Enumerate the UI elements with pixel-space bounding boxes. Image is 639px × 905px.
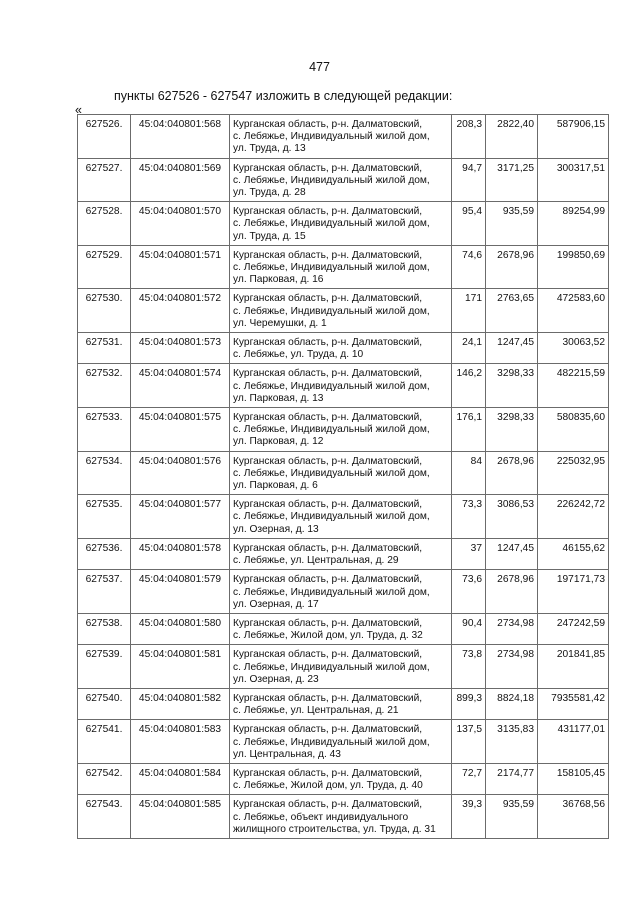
table-row <box>78 158 609 202</box>
area-cell: 84 <box>452 451 486 495</box>
value-cell: 482215,59 <box>538 364 609 408</box>
address-line: Курганская область, р-н. Далматовский, <box>233 455 423 467</box>
address-line: с. Лебяжье, Индивидуальный жилой дом, <box>233 736 430 748</box>
area-cell: 39,3 <box>452 795 486 839</box>
item-number-cell: 627543. <box>78 795 131 839</box>
cadastral-number-cell: 45:04:040801:572 <box>131 289 230 333</box>
rate-cell: 935,59 <box>486 202 538 246</box>
value-cell: 431177,01 <box>538 720 609 764</box>
address-cell <box>230 645 452 689</box>
address-line: ул. Труда, д. 28 <box>233 187 306 199</box>
table-row <box>78 408 609 452</box>
area-cell: 208,3 <box>452 115 486 159</box>
table-row <box>78 538 609 569</box>
address-cell <box>230 538 452 569</box>
opening-quote: « <box>75 103 82 117</box>
cadastral-number-cell: 45:04:040801:571 <box>131 245 230 289</box>
address-line: с. Лебяжье, ул. Труда, д. 10 <box>233 349 364 361</box>
value-cell: 46155,62 <box>538 538 609 569</box>
rate-cell: 1247,45 <box>486 538 538 569</box>
address-line: ул. Озерная, д. 17 <box>233 598 319 610</box>
address-cell <box>230 570 452 614</box>
rate-cell: 3171,25 <box>486 158 538 202</box>
address-line: с. Лебяжье, Индивидуальный жилой дом, <box>233 586 430 598</box>
address-line: с. Лебяжье, ул. Центральная, д. 21 <box>233 705 399 717</box>
table-row <box>78 613 609 644</box>
address-line: Курганская область, р-н. Далматовский, <box>233 767 423 779</box>
address-line: Курганская область, р-н. Далматовский, <box>233 692 423 704</box>
item-number-cell: 627540. <box>78 688 131 719</box>
cadastral-number-cell: 45:04:040801:573 <box>131 333 230 364</box>
intro-text: пункты 627526 - 627547 изложить в следующей редакции: <box>114 89 453 103</box>
address-line: с. Лебяжье, Индивидуальный жилой дом, <box>233 174 430 186</box>
area-cell: 74,6 <box>452 245 486 289</box>
cadastral-number-cell: 45:04:040801:576 <box>131 451 230 495</box>
rate-cell: 8824,18 <box>486 688 538 719</box>
area-cell: 95,4 <box>452 202 486 246</box>
address-line: Курганская область, р-н. Далматовский, <box>233 617 423 629</box>
cadastral-number-cell: 45:04:040801:578 <box>131 538 230 569</box>
table-row <box>78 451 609 495</box>
area-cell: 171 <box>452 289 486 333</box>
page-number: 477 <box>309 60 330 74</box>
area-cell: 73,3 <box>452 495 486 539</box>
address-line: с. Лебяжье, Жилой дом, ул. Труда, д. 40 <box>233 780 423 792</box>
area-cell: 899,3 <box>452 688 486 719</box>
address-line: ул. Парковая, д. 16 <box>233 274 324 286</box>
address-line: Курганская область, р-н. Далматовский, <box>233 724 423 736</box>
rate-cell: 2822,40 <box>486 115 538 159</box>
address-line: с. Лебяжье, Индивидуальный жилой дом, <box>233 511 430 523</box>
address-cell <box>230 763 452 794</box>
table-row <box>78 688 609 719</box>
cadastral-number-cell: 45:04:040801:575 <box>131 408 230 452</box>
address-line: ул. Черемушки, д. 1 <box>233 317 327 329</box>
address-cell <box>230 451 452 495</box>
item-number-cell: 627533. <box>78 408 131 452</box>
value-cell: 197171,73 <box>538 570 609 614</box>
table-row <box>78 115 609 159</box>
rate-cell: 2678,96 <box>486 451 538 495</box>
address-cell <box>230 408 452 452</box>
rate-cell: 2734,98 <box>486 613 538 644</box>
item-number-cell: 627541. <box>78 720 131 764</box>
address-line: с. Лебяжье, Индивидуальный жилой дом, <box>233 305 430 317</box>
item-number-cell: 627526. <box>78 115 131 159</box>
address-line: Курганская область, р-н. Далматовский, <box>233 337 423 349</box>
address-line: с. Лебяжье, Индивидуальный жилой дом, <box>233 218 430 230</box>
address-line: с. Лебяжье, ул. Центральная, д. 29 <box>233 555 399 567</box>
item-number-cell: 627528. <box>78 202 131 246</box>
area-cell: 137,5 <box>452 720 486 764</box>
address-line: Курганская область, р-н. Далматовский, <box>233 368 423 380</box>
area-cell: 146,2 <box>452 364 486 408</box>
cadastral-number-cell: 45:04:040801:577 <box>131 495 230 539</box>
table-row <box>78 763 609 794</box>
address-line: с. Лебяжье, Индивидуальный жилой дом, <box>233 380 430 392</box>
address-cell <box>230 202 452 246</box>
area-cell: 37 <box>452 538 486 569</box>
address-line: с. Лебяжье, Индивидуальный жилой дом, <box>233 424 430 436</box>
item-number-cell: 627542. <box>78 763 131 794</box>
cadastral-number-cell: 45:04:040801:570 <box>131 202 230 246</box>
address-cell <box>230 795 452 839</box>
item-number-cell: 627535. <box>78 495 131 539</box>
address-line: с. Лебяжье, Индивидуальный жилой дом, <box>233 661 430 673</box>
table-row <box>78 333 609 364</box>
value-cell: 199850,69 <box>538 245 609 289</box>
address-line: с. Лебяжье, объект индивидуального <box>233 811 409 823</box>
rate-cell: 3135,83 <box>486 720 538 764</box>
value-cell: 225032,95 <box>538 451 609 495</box>
cadastral-number-cell: 45:04:040801:581 <box>131 645 230 689</box>
rate-cell: 2678,96 <box>486 245 538 289</box>
address-line: Курганская область, р-н. Далматовский, <box>233 499 423 511</box>
address-cell <box>230 364 452 408</box>
address-cell <box>230 245 452 289</box>
address-line: с. Лебяжье, Индивидуальный жилой дом, <box>233 467 430 479</box>
rate-cell: 3298,33 <box>486 408 538 452</box>
address-line: с. Лебяжье, Жилой дом, ул. Труда, д. 32 <box>233 630 423 642</box>
address-line: Курганская область, р-н. Далматовский, <box>233 574 423 586</box>
value-cell: 587906,15 <box>538 115 609 159</box>
value-cell: 300317,51 <box>538 158 609 202</box>
cadastral-number-cell: 45:04:040801:582 <box>131 688 230 719</box>
item-number-cell: 627539. <box>78 645 131 689</box>
value-cell: 247242,59 <box>538 613 609 644</box>
area-cell: 24,1 <box>452 333 486 364</box>
cadastral-number-cell: 45:04:040801:568 <box>131 115 230 159</box>
area-cell: 73,8 <box>452 645 486 689</box>
address-line: Курганская область, р-н. Далматовский, <box>233 162 423 174</box>
item-number-cell: 627532. <box>78 364 131 408</box>
rate-cell: 3086,53 <box>486 495 538 539</box>
address-line: Курганская область, р-н. Далматовский, <box>233 206 423 218</box>
rate-cell: 2734,98 <box>486 645 538 689</box>
table-row <box>78 720 609 764</box>
address-line: жилищного строительства, ул. Труда, д. 31 <box>233 823 436 835</box>
table-row <box>78 364 609 408</box>
rate-cell: 1247,45 <box>486 333 538 364</box>
area-cell: 176,1 <box>452 408 486 452</box>
address-line: ул. Центральная, д. 43 <box>233 748 341 760</box>
rate-cell: 935,59 <box>486 795 538 839</box>
rate-cell: 3298,33 <box>486 364 538 408</box>
value-cell: 36768,56 <box>538 795 609 839</box>
value-cell: 7935581,42 <box>538 688 609 719</box>
cadastral-number-cell: 45:04:040801:583 <box>131 720 230 764</box>
address-line: Курганская область, р-н. Далматовский, <box>233 119 423 130</box>
address-line: ул. Труда, д. 13 <box>233 143 306 155</box>
address-line: Курганская область, р-н. Далматовский, <box>233 649 423 661</box>
cadastral-number-cell: 45:04:040801:579 <box>131 570 230 614</box>
address-cell <box>230 688 452 719</box>
address-line: Курганская область, р-н. Далматовский, <box>233 293 423 305</box>
table-row <box>78 289 609 333</box>
cadastral-number-cell: 45:04:040801:569 <box>131 158 230 202</box>
rate-cell: 2174,77 <box>486 763 538 794</box>
item-number-cell: 627534. <box>78 451 131 495</box>
table-row <box>78 245 609 289</box>
address-cell <box>230 720 452 764</box>
value-cell: 226242,72 <box>538 495 609 539</box>
value-cell: 580835,60 <box>538 408 609 452</box>
value-cell: 158105,45 <box>538 763 609 794</box>
area-cell: 90,4 <box>452 613 486 644</box>
records-table-body <box>78 115 609 839</box>
records-table <box>77 114 609 839</box>
item-number-cell: 627527. <box>78 158 131 202</box>
table-row <box>78 645 609 689</box>
address-cell <box>230 333 452 364</box>
item-number-cell: 627538. <box>78 613 131 644</box>
address-line: ул. Парковая, д. 13 <box>233 392 324 404</box>
item-number-cell: 627531. <box>78 333 131 364</box>
address-line: с. Лебяжье, Индивидуальный жилой дом, <box>233 262 430 274</box>
address-line: ул. Парковая, д. 12 <box>233 436 324 448</box>
table-row <box>78 795 609 839</box>
cadastral-number-cell: 45:04:040801:574 <box>131 364 230 408</box>
table-row <box>78 202 609 246</box>
address-line: ул. Озерная, д. 13 <box>233 523 319 535</box>
value-cell: 201841,85 <box>538 645 609 689</box>
address-line: ул. Парковая, д. 6 <box>233 480 318 492</box>
rate-cell: 2763,65 <box>486 289 538 333</box>
address-cell <box>230 613 452 644</box>
table-row <box>78 570 609 614</box>
item-number-cell: 627537. <box>78 570 131 614</box>
cadastral-number-cell: 45:04:040801:585 <box>131 795 230 839</box>
address-cell <box>230 289 452 333</box>
value-cell: 30063,52 <box>538 333 609 364</box>
item-number-cell: 627529. <box>78 245 131 289</box>
item-number-cell: 627530. <box>78 289 131 333</box>
address-line: Курганская область, р-н. Далматовский, <box>233 412 423 424</box>
address-cell <box>230 158 452 202</box>
address-line: Курганская область, р-н. Далматовский, <box>233 542 423 554</box>
address-line: с. Лебяжье, Индивидуальный жилой дом, <box>233 131 430 143</box>
table-row <box>78 495 609 539</box>
address-line: ул. Труда, д. 15 <box>233 230 306 242</box>
cadastral-number-cell: 45:04:040801:584 <box>131 763 230 794</box>
area-cell: 72,7 <box>452 763 486 794</box>
address-line: Курганская область, р-н. Далматовский, <box>233 799 423 811</box>
area-cell: 94,7 <box>452 158 486 202</box>
area-cell: 73,6 <box>452 570 486 614</box>
address-line: Курганская область, р-н. Далматовский, <box>233 249 423 261</box>
item-number-cell: 627536. <box>78 538 131 569</box>
address-cell <box>230 115 452 159</box>
cadastral-number-cell: 45:04:040801:580 <box>131 613 230 644</box>
address-cell <box>230 495 452 539</box>
value-cell: 472583,60 <box>538 289 609 333</box>
rate-cell: 2678,96 <box>486 570 538 614</box>
value-cell: 89254,99 <box>538 202 609 246</box>
address-line: ул. Озерная, д. 23 <box>233 673 319 685</box>
